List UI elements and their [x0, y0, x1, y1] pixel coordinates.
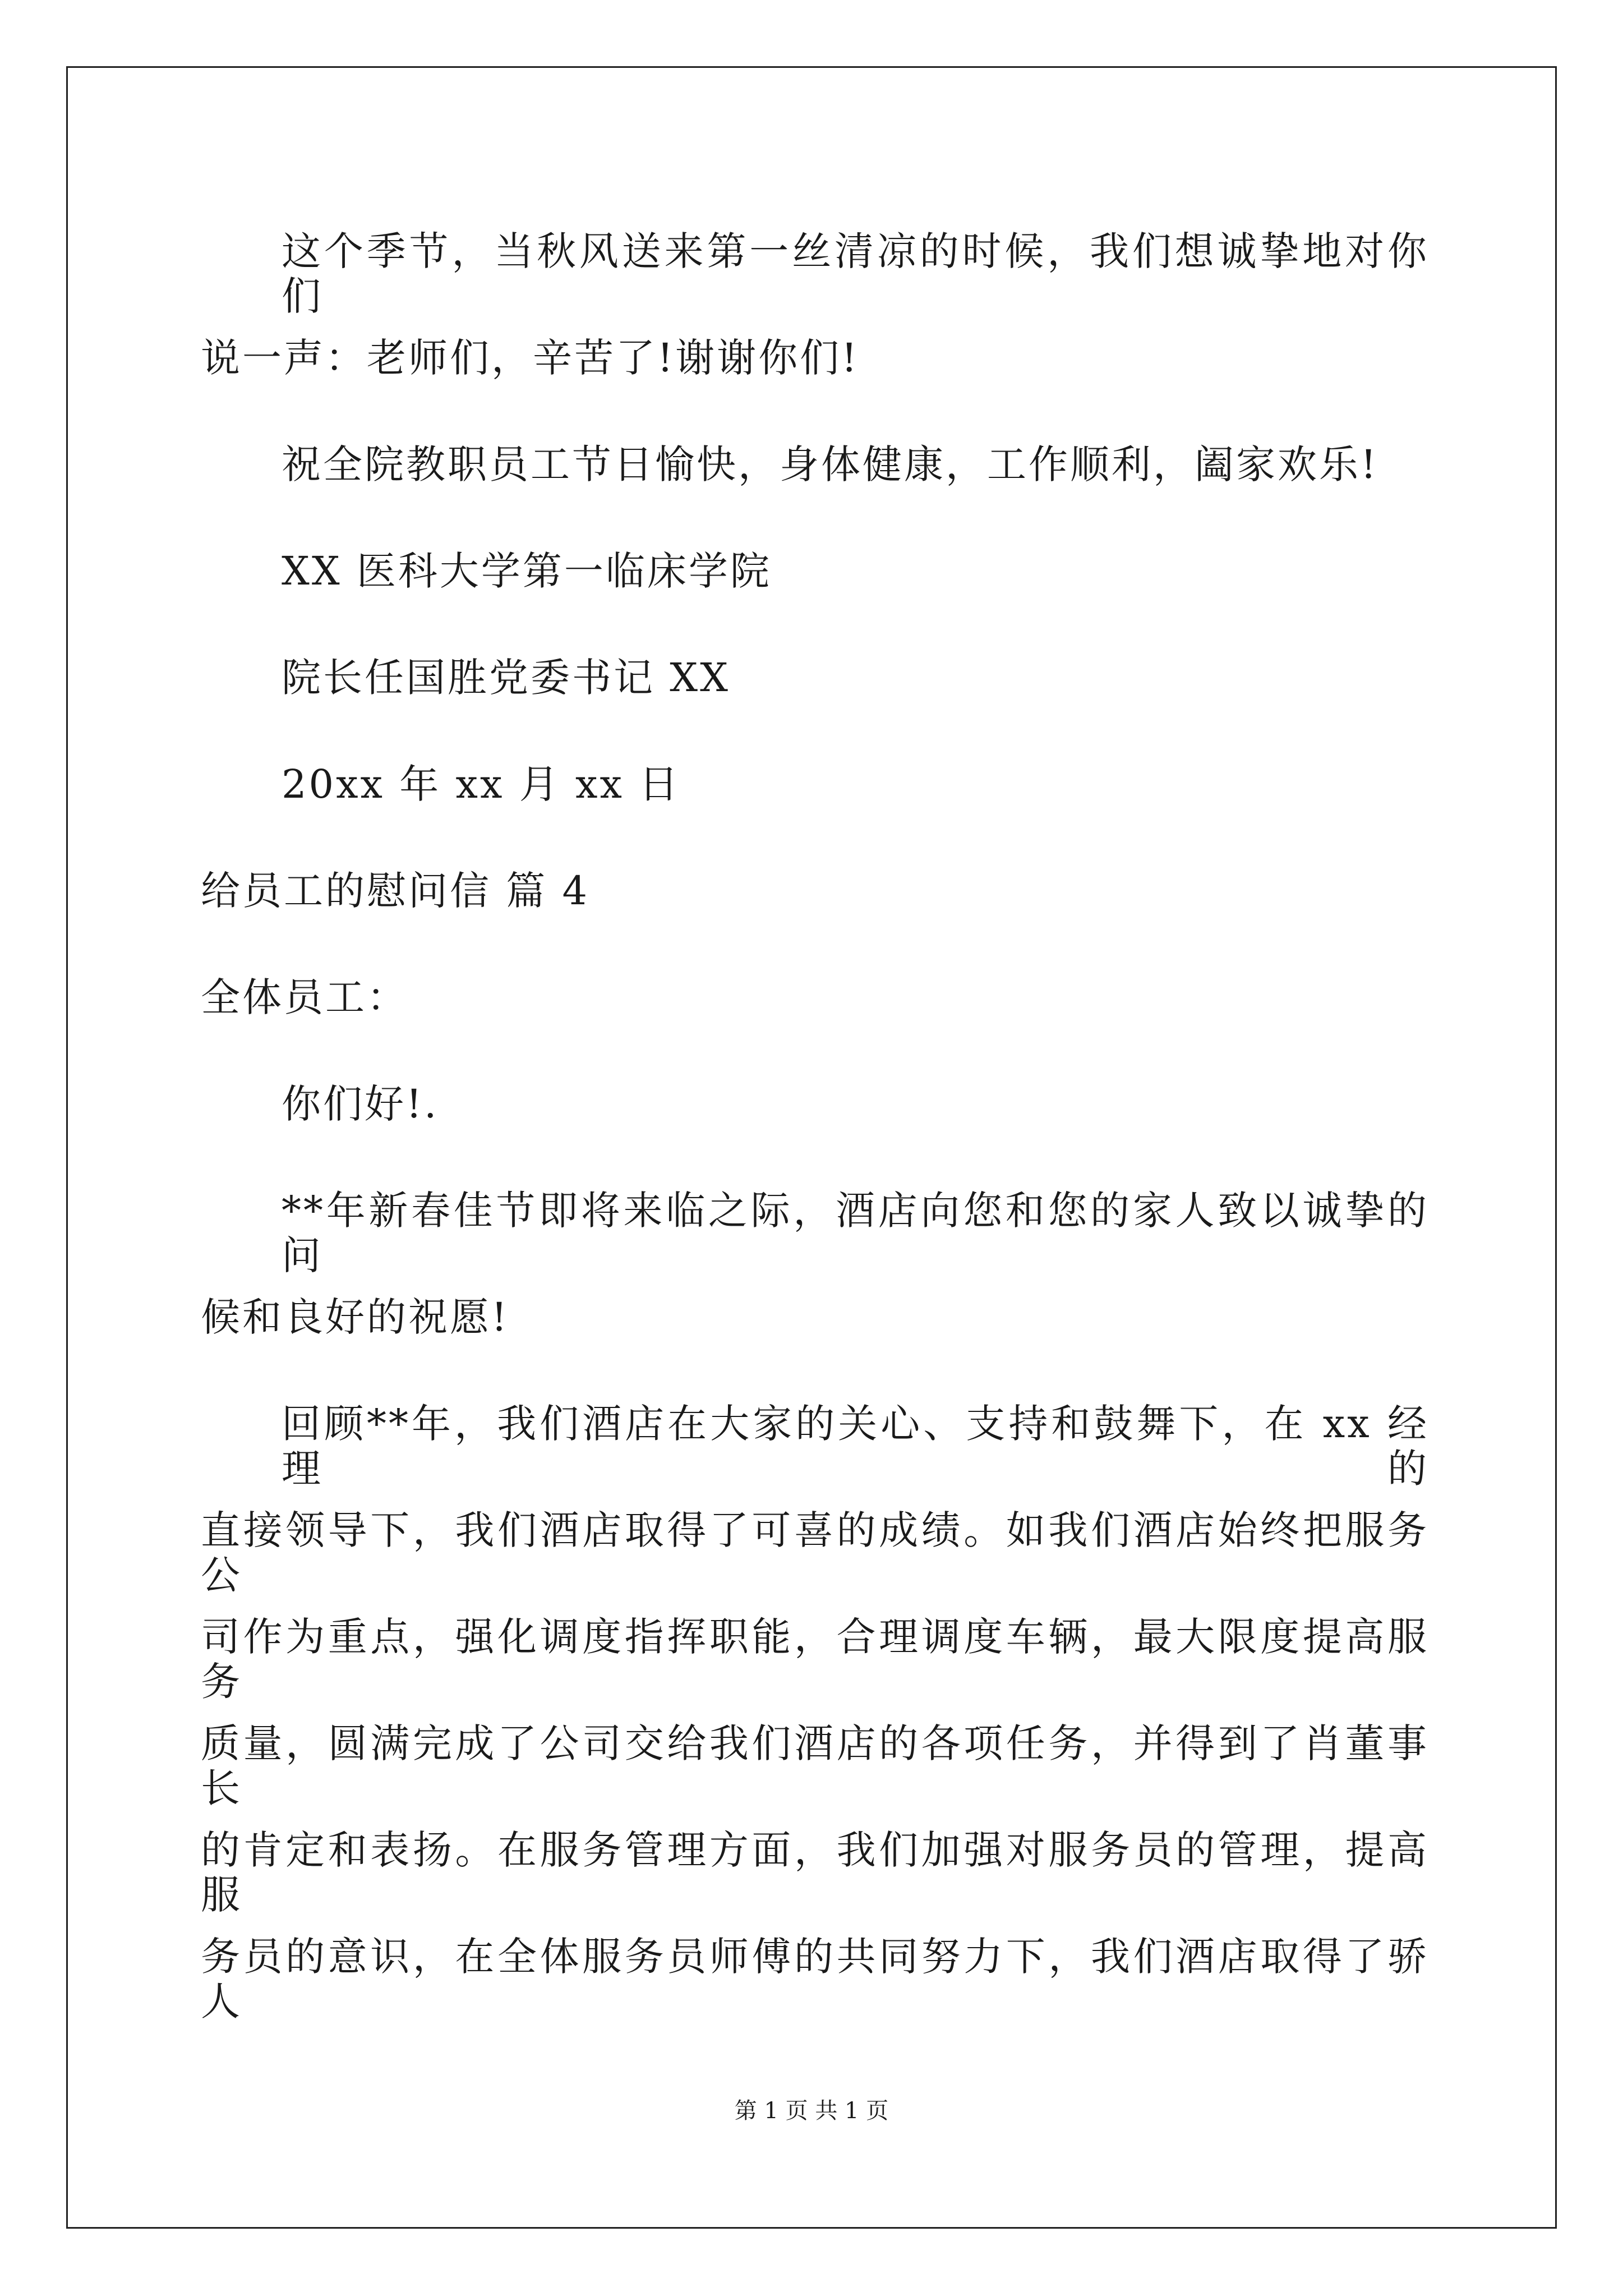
text-line: 直接领导下，我们酒店取得了可喜的成绩。如我们酒店始终把服务公 — [201, 1507, 1429, 1598]
text-line: **年新春佳节即将来临之际，酒店向您和您的家人致以诚挚的问 — [282, 1188, 1429, 1278]
page-footer: 第 1 页 共 1 页 — [734, 2098, 889, 2124]
text-line: 的肯定和表扬。在服务管理方面，我们加强对服务员的管理，提高服 — [201, 1827, 1429, 1918]
text-line: 质量，圆满完成了公司交给我们酒店的各项任务，并得到了肖董事长 — [201, 1720, 1429, 1811]
text-line: 院长任国胜党委书记 XX — [282, 655, 730, 701]
page-border — [66, 66, 1557, 2229]
text-line: 司作为重点，强化调度指挥职能，合理调度车辆，最大限度提高服务 — [201, 1614, 1429, 1705]
text-line: 说一声：老师们，辛苦了!谢谢你们! — [201, 335, 860, 381]
section-heading: 给员工的慰问信 篇 4 — [201, 868, 590, 914]
greeting: 你们好!. — [282, 1081, 439, 1127]
text-line: 这个季节，当秋风送来第一丝清凉的时候，我们想诚挚地对你们 — [282, 228, 1429, 319]
text-line: 候和良好的祝愿! — [201, 1294, 510, 1340]
text-line: 回顾**年，我们酒店在大家的关心、支持和鼓舞下，在 xx 经理的 — [282, 1401, 1429, 1492]
text-line: 祝全院教职员工节日愉快，身体健康，工作顺利，阖家欢乐! — [282, 441, 1379, 487]
text-line: 务员的意识，在全体服务员师傅的共同努力下，我们酒店取得了骄人 — [201, 1934, 1429, 2024]
text-line: XX 医科大学第一临床学院 — [282, 548, 772, 594]
salutation: 全体员工： — [201, 974, 408, 1020]
text-line: 20xx 年 xx 月 xx 日 — [282, 761, 681, 807]
